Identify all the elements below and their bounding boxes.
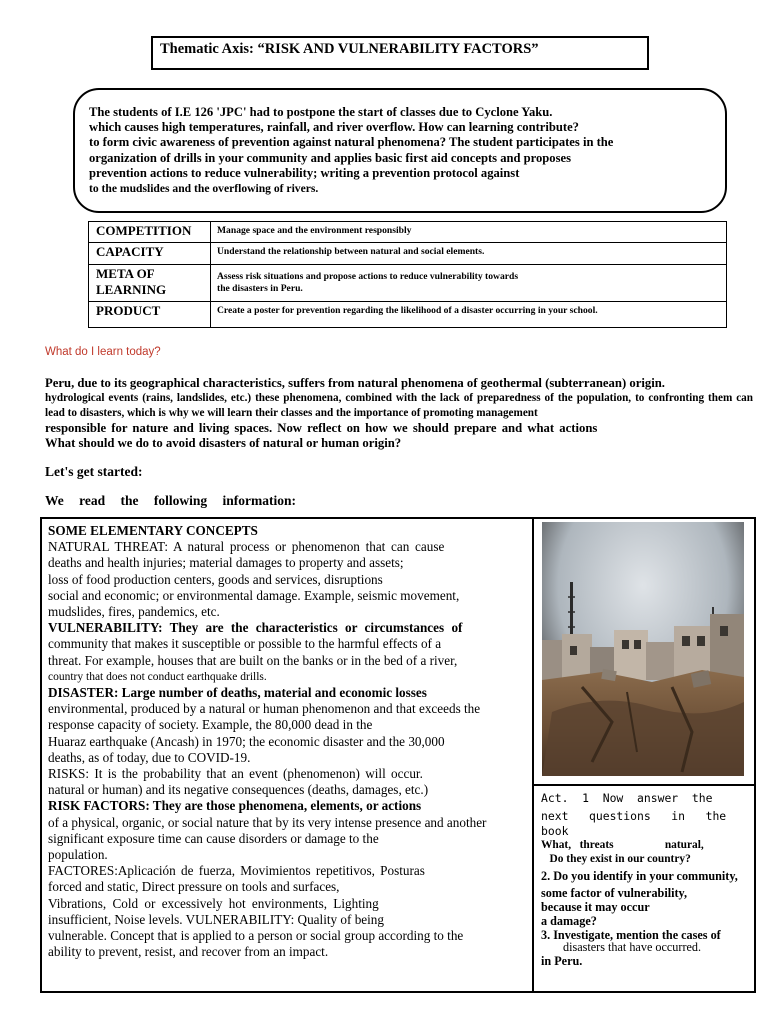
- risk-factors-title: RISK FACTORS: They are those phenomena, elements, or actions: [48, 798, 422, 814]
- scenario-line: to the mudslides and the overflowing of rivers.: [89, 182, 319, 196]
- concept-line: natural or human) and its negative consequences (deaths, damages, etc.): [48, 782, 429, 798]
- disaster-title: DISASTER: Large number of deaths, material and economic losses: [48, 685, 427, 701]
- concept-line: significant exposure time can cause disorders or damage to the: [48, 830, 379, 846]
- row-value: Manage space and the environment responsibly: [211, 222, 727, 243]
- intro-line: Peru, due to its geographical characteristics, suffers from natural phenomena of geothermal (subterranean) origin.: [45, 376, 665, 390]
- concept-line: of a physical, organic, or social nature that by its very intense presence and another: [48, 814, 487, 830]
- right-column-divider: [532, 784, 756, 786]
- concept-line: social and economic; or environmental damage. Example, seismic movement,: [48, 587, 460, 603]
- concept-line: loss of food production centers, goods and services, disruptions: [48, 571, 383, 587]
- intro-paragraph: [45, 376, 753, 451]
- concept-line: community that makes it susceptible or possible to the harmful effects of a: [48, 636, 442, 652]
- question-2-cont: because it may occur: [541, 900, 650, 914]
- question-2: 2. Do you identify in your community,: [541, 869, 738, 883]
- row-value: Understand the relationship between natural and social elements.: [211, 243, 727, 265]
- scenario-line: prevention actions to reduce vulnerability; writing a prevention protocol against: [89, 165, 520, 180]
- scenario-line: to form civic awareness of prevention against natural phenomena? The student participates in the: [89, 135, 614, 150]
- question-3-cont: disasters that have occurred.: [563, 940, 702, 954]
- concept-line: RISKS: It is the probability that an event (phenomenon) will occur.: [48, 766, 423, 782]
- row-value: [211, 265, 727, 302]
- table-row: [89, 222, 727, 243]
- table-row: [89, 243, 727, 265]
- concept-line: threat. For example, houses that are built on the banks or in the bed of a river,: [48, 652, 458, 668]
- activity-line: next questions in the: [541, 809, 727, 823]
- scenario-text: [89, 105, 719, 196]
- concept-line: insufficient, Noise levels. VULNERABILITY: Quality of being: [48, 911, 384, 927]
- scenario-line: organization of drills in your community and applies basic first aid concepts and proposes: [89, 150, 571, 165]
- page-title: Thematic Axis: “RISK AND VULNERABILITY FACTORS”: [160, 41, 539, 57]
- concept-line: country that does not conduct earthquake drills.: [48, 670, 267, 683]
- concept-line: FACTORES:Aplicación de fuerza, Movimientos repetitivos, Posturas: [48, 863, 425, 879]
- row-key: CAPACITY: [89, 243, 211, 265]
- scenario-line: which causes high temperatures, rainfall, and river overflow. How can learning contribute?: [89, 120, 579, 135]
- learn-today-heading: What do I learn today?: [45, 346, 161, 358]
- activity-panel: [541, 789, 765, 968]
- concept-line: deaths, as of today, due to COVID-19.: [48, 749, 251, 765]
- intro-line: What should we do to avoid disasters of natural or human origin?: [45, 436, 402, 450]
- concept-line: ability to prevent, resist, and recover from an impact.: [48, 944, 329, 960]
- we-read-heading: We read the following information:: [45, 493, 296, 508]
- question-1: What, threats natural,: [541, 839, 704, 851]
- question-2-cont: some factor of vulnerability,: [541, 886, 688, 900]
- concepts-text: [48, 523, 534, 960]
- row-key: COMPETITION: [89, 222, 211, 243]
- intro-line: responsible for nature and living spaces. Now reflect on how we should prepare and what actions: [45, 421, 598, 435]
- row-value: Create a poster for prevention regarding the likelihood of a disaster occurring in your school.: [211, 302, 727, 328]
- concept-line: Huaraz earthquake (Ancash) in 1970; the economic disaster and the 30,000: [48, 733, 445, 749]
- concept-line: NATURAL THREAT: A natural process or phenomenon that can cause: [48, 539, 445, 555]
- concept-line: Vibrations, Cold or excessively hot environments, Lighting: [48, 895, 379, 911]
- question-2-cont: a damage?: [541, 914, 597, 928]
- intro-line: hydrological events (rains, landslides, etc.) these phenomena, combined with the lack of preparedness of the population, to confronting them can lead to disasters, which is why we will learn their classes and the importance of promoting management: [45, 392, 753, 419]
- competency-table: [88, 221, 727, 328]
- row-key: PRODUCT: [89, 302, 211, 328]
- mudslide-photo: [542, 522, 744, 776]
- concept-line: deaths and health injuries; material damages to property and assets;: [48, 555, 404, 571]
- lets-start-heading: Let's get started:: [45, 464, 143, 479]
- table-row: [89, 302, 727, 328]
- question-3: 3. Investigate, mention the cases of: [541, 928, 721, 942]
- concept-line: vulnerable. Concept that is applied to a person or social group according to the: [48, 928, 464, 944]
- vulnerability-title: VULNERABILITY: They are the characteristics or circumstances of: [48, 620, 463, 636]
- concept-line: mudslides, fires, pandemics, etc.: [48, 604, 220, 620]
- activity-line: Act. 1 Now answer the: [541, 791, 713, 805]
- row-key: [89, 265, 211, 302]
- activity-line: book: [541, 824, 569, 838]
- row-key-line: LEARNING: [96, 282, 167, 297]
- scenario-line: The students of I.E 126 'JPC' had to postpone the start of classes due to Cyclone Yaku.: [89, 105, 553, 119]
- question-1-cont: Do they exist in our country?: [541, 853, 691, 865]
- concepts-heading: SOME ELEMENTARY CONCEPTS: [48, 523, 258, 538]
- concept-line: environmental, produced by a natural or human phenomenon and that exceeds the: [48, 701, 481, 717]
- concept-line: forced and static, Direct pressure on tools and surfaces,: [48, 879, 340, 895]
- row-key-line: META OF: [96, 266, 155, 281]
- row-value-line: the disasters in Peru.: [217, 283, 303, 294]
- concept-line: population.: [48, 847, 108, 863]
- row-value-line: Assess risk situations and propose actions to reduce vulnerability towards: [217, 271, 519, 282]
- question-3-cont: in Peru.: [541, 954, 583, 968]
- table-row: [89, 265, 727, 302]
- concept-line: response capacity of society. Example, the 80,000 dead in the: [48, 717, 373, 733]
